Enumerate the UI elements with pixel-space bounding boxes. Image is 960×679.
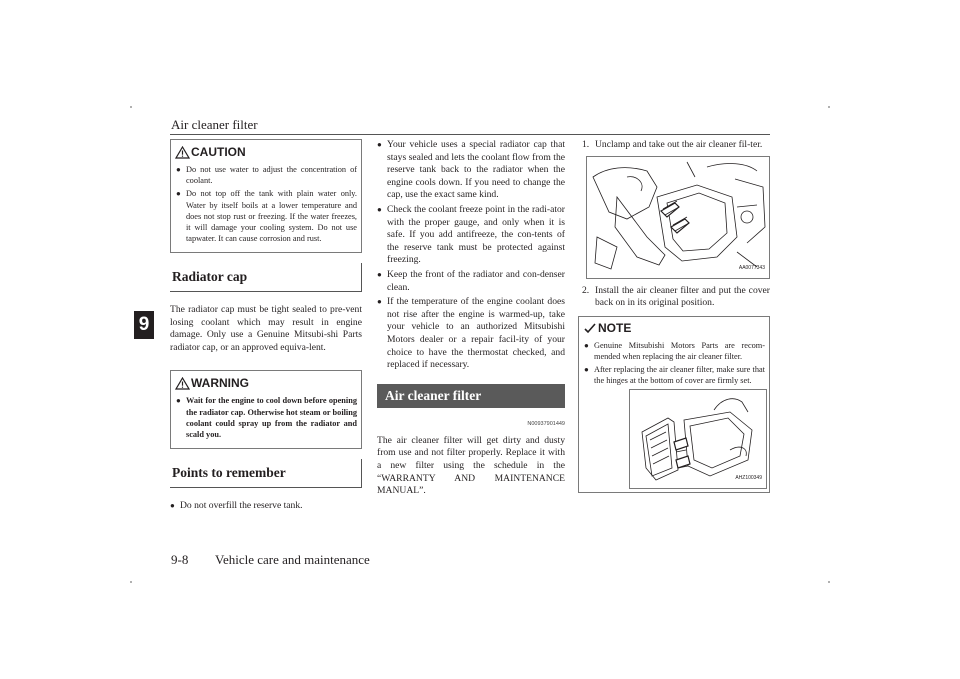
air-cleaner-figure — [586, 156, 770, 279]
middle-column — [377, 139, 565, 498]
step-number: 2. — [582, 284, 590, 296]
caution-list — [171, 161, 361, 244]
crop-mark — [129, 105, 133, 109]
warning-box — [170, 370, 362, 449]
caution-header — [175, 143, 361, 161]
note-header — [583, 320, 769, 338]
figure-code: AHZ100349 — [735, 475, 762, 481]
note-check-icon — [583, 322, 597, 335]
chapter-tab: 9 — [134, 311, 154, 339]
air-cleaner-text: The air cleaner filter will get dirty and dusty from use and not filter properly. Replace it with a new filter using the schedule in the “WARRANTY AND MAINTENANCE MANUAL”. — [377, 434, 565, 497]
chapter-title: Vehicle care and maintenance — [215, 552, 370, 567]
note-label: NOTE — [598, 321, 632, 336]
note-box — [578, 316, 770, 493]
caution-item: ● Do not use water to adjust the concentration of coolant. — [176, 164, 357, 186]
tip-item: ● If the temperature of the engine coolant does not rise after the engine is warmed-up, take your vehicle to an authorized Mitsubishi Motors dealer or a repair facil-ity of your choice to have the thermostat checked, and replaced if necessary. — [377, 296, 565, 372]
crop-mark — [827, 580, 831, 584]
tip-item: ● Check the coolant freeze point in the radi-ator with the proper gauge, and only when it is safe. If you add antifreeze, the con-tents of the reserve tank must be protected against freezing. — [377, 204, 565, 267]
points-item: ● Do not overfill the reserve tank. — [170, 500, 362, 513]
radiator-tips-list — [377, 139, 565, 372]
steps-list-2 — [582, 285, 770, 310]
warning-header — [175, 374, 361, 392]
engine-bay-illustration — [587, 157, 769, 278]
caution-triangle-icon — [175, 146, 190, 159]
crop-mark — [129, 580, 133, 584]
steps-list — [582, 139, 770, 152]
header-rule — [170, 134, 770, 135]
right-column — [582, 139, 770, 493]
points-heading: Points to remember — [170, 459, 362, 488]
caution-label: CAUTION — [191, 144, 246, 159]
section-code: N00937901449 — [527, 421, 565, 428]
note-item: ● Genuine Mitsubishi Motors Parts are recom-mended when replacing the air cleaner filter. — [584, 340, 765, 362]
warning-list — [171, 392, 361, 440]
filter-hinge-figure — [629, 389, 767, 489]
step-number: 1. — [582, 139, 590, 150]
figure-code: AA0077343 — [738, 265, 765, 271]
warning-triangle-icon — [175, 377, 190, 390]
air-cleaner-heading: Air cleaner filter — [377, 384, 565, 409]
tip-item: ● Keep the front of the radiator and con-denser clean. — [377, 269, 565, 294]
note-item: ● After replacing the air cleaner filter, make sure that the hinges at the bottom of cover are firmly set. — [584, 364, 765, 386]
left-column — [170, 139, 362, 514]
note-list — [579, 338, 769, 387]
warning-item: ● Wait for the engine to cool down before opening the radiator cap. Otherwise hot steam or boiling coolant could spray up from the radiator and scald you. — [176, 395, 357, 440]
radiator-cap-text: The radiator cap must be tight sealed to pre-vent losing coolant which may result in engine damage. Only use a Genuine Mitsubi-shi Parts radiator cap, or an approved equiva-lent. — [170, 304, 362, 353]
step-2 — [582, 285, 770, 310]
warning-label: WARNING — [191, 376, 249, 391]
tip-item: ● Your vehicle uses a special radiator cap that stays sealed and lets the coolant flow from the reserve tank back to the radiator when the engine cools down. If you need to change the cap, use the exact same kind. — [377, 139, 565, 202]
section-title: Air cleaner filter — [171, 117, 258, 132]
caution-item: ● Do not top off the tank with plain water only. Water by itself boils at a lower temperature and does not stop rust or freezing. If the water freezes, it will damage your cooling system. Do not use tapwater. It can cause corrosion and rust. — [176, 188, 357, 244]
page-number: 9-8 — [171, 552, 189, 567]
step-text: Install the air cleaner filter and put the cover back on in its original position. — [595, 284, 770, 309]
crop-mark — [827, 105, 831, 109]
radiator-cap-heading: Radiator cap — [170, 263, 362, 292]
step-text: Unclamp and take out the air cleaner fil-ter. — [595, 139, 763, 150]
step-1 — [582, 139, 770, 152]
points-list — [170, 500, 362, 513]
caution-box — [170, 139, 362, 253]
